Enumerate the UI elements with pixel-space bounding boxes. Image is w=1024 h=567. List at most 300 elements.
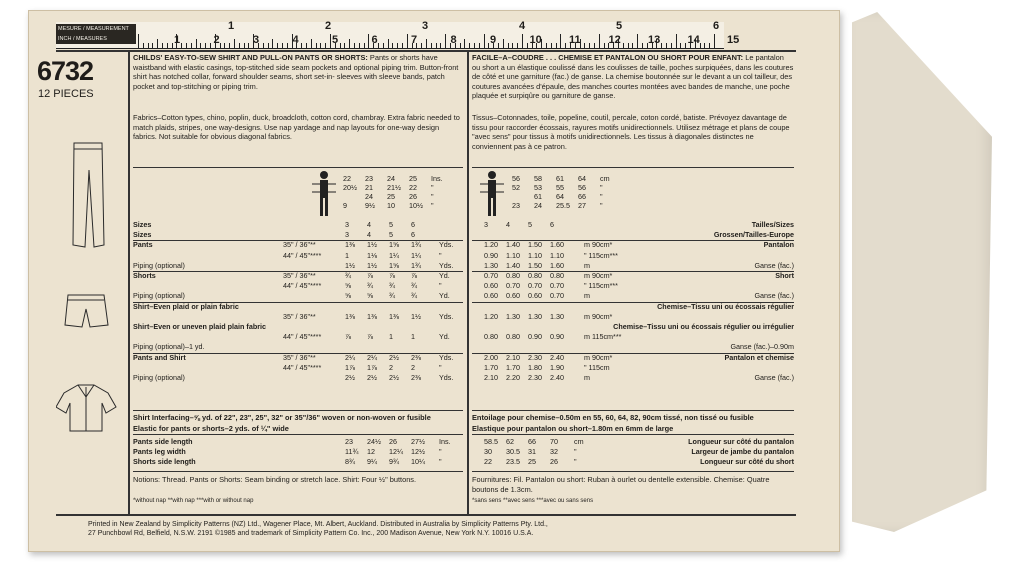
ruler-tick <box>546 43 547 48</box>
length-value: 24½ <box>367 437 381 446</box>
printer-footer: Printed in New Zealand by Simplicity Patterns (NZ) Ltd., Wagener Place, Mt. Albert, Auckland. Distributed in Australia by Simplicity Patterns Pty. Ltd., 27 Punchbowl Rd, Belfield, N.S.W. 2191 ©1985 and trademark of Simplicity Pattern Co. Inc., 200 Madison Avenue, New York N.Y. 10016 U.S.A. <box>88 521 548 537</box>
row-fabric-width: m 90cm* <box>584 271 613 280</box>
row-value: 0.80 <box>506 332 520 342</box>
table-row <box>472 342 794 351</box>
row-label: Sizes <box>133 230 152 240</box>
row-label: Ganse (fac.) <box>754 373 794 382</box>
body-measure-value: 64 <box>556 192 564 201</box>
ruler-cm-mark: 1 <box>174 34 181 46</box>
body-measure-value: 25 <box>409 174 417 183</box>
row-value: 2.40 <box>550 373 564 382</box>
row-value: 0.90 <box>484 250 498 260</box>
en-elastic: Elastic for pants or shorts–2 yds. of ¼" wide <box>133 424 289 433</box>
ruler-tick <box>551 43 552 48</box>
row-value: ¾ <box>345 271 351 280</box>
table-row <box>133 281 463 290</box>
body-measure-value: 56 <box>578 183 586 192</box>
ruler-tick <box>469 43 470 48</box>
table-row <box>133 302 463 311</box>
length-value: 12 <box>367 447 375 456</box>
ruler-cm-mark: 2 <box>213 34 220 46</box>
frame-rule <box>56 514 796 516</box>
row-value: 4 <box>367 220 371 229</box>
table-row <box>472 363 794 372</box>
row-value: 4 <box>367 230 371 240</box>
frame-rule <box>56 50 796 52</box>
ruler-tick <box>522 34 523 48</box>
row-value: 2.40 <box>550 352 564 362</box>
length-unit: Ins. <box>439 437 451 446</box>
length-row <box>133 437 463 446</box>
body-measure-value: 25.5 <box>556 201 570 210</box>
table-row <box>133 261 463 270</box>
ruler-tick <box>181 43 182 48</box>
ruler-tick <box>560 34 561 48</box>
ruler-tick <box>364 43 365 48</box>
length-label: Longueur sur côté du pantalon <box>688 437 794 446</box>
body-measure-value: 27 <box>578 201 586 210</box>
ruler-tick <box>282 43 283 48</box>
ruler-tick <box>224 43 225 48</box>
row-unit: " <box>439 281 442 291</box>
table-row <box>133 291 463 300</box>
ruler-tick <box>436 43 437 48</box>
row-value: 2⅜ <box>411 373 421 382</box>
row-fabric-width: 35" / 36"** <box>283 352 316 362</box>
row-unit: Yds. <box>439 373 454 382</box>
row-value: 6 <box>411 230 415 240</box>
row-value: 1 <box>411 332 415 342</box>
ruler-tick <box>709 43 710 48</box>
row-unit: Yds. <box>439 240 454 250</box>
ruler-tick <box>330 34 331 48</box>
body-measure-value: 66 <box>578 192 586 201</box>
ruler-tick <box>671 43 672 48</box>
row-label: Chemise–Tissu uni ou écossais régulier ou irrégulier <box>613 322 794 331</box>
row-value: 1¾ <box>411 260 421 270</box>
ruler-tick <box>354 43 355 48</box>
body-measure-value: 10 <box>387 201 395 210</box>
ruler-tick <box>272 39 273 48</box>
body-measure-value: 58 <box>534 174 542 183</box>
row-value: 1 <box>345 250 349 260</box>
row-value: 1⅞ <box>367 362 377 372</box>
row-value: 0.60 <box>484 291 498 301</box>
row-fabric-width: m 115cm*** <box>584 332 622 342</box>
row-value: 5 <box>389 220 393 229</box>
ruler-tick <box>172 43 173 48</box>
row-value: 1.90 <box>550 362 564 372</box>
ruler-tick <box>316 43 317 48</box>
ruler-tick <box>234 39 235 48</box>
en-notions: Notions: Thread. Pants or Shorts: Seam binding or stretch lace. Shirt: Four ½" buttons. <box>133 475 417 484</box>
length-row <box>133 457 463 466</box>
row-fabric-width: 44" / 45"**** <box>283 362 322 372</box>
ruler-tick <box>301 43 302 48</box>
row-value: 1.30 <box>506 311 520 321</box>
row-value: 1.10 <box>506 250 520 260</box>
table-row <box>133 312 463 321</box>
ruler-tick <box>306 43 307 48</box>
length-row <box>472 447 794 456</box>
ruler-inch-mark: 1 <box>228 20 235 32</box>
row-value: ⅞ <box>367 332 373 342</box>
length-row <box>133 447 463 456</box>
row-unit: Yd. <box>439 271 450 280</box>
row-value: 1⅝ <box>389 240 399 250</box>
table-row <box>472 271 794 280</box>
ruler-tick <box>383 43 384 48</box>
row-unit: Yds. <box>439 260 454 270</box>
row-value: 0.70 <box>550 281 564 291</box>
row-value: 2¼ <box>345 352 355 362</box>
row-value: ¾ <box>367 281 373 291</box>
row-value: 1.50 <box>528 240 542 250</box>
fr-nap-note: *sans sens **avec sens ***avec ou sans sens <box>472 498 594 504</box>
body-measure-value: 9 <box>343 201 347 210</box>
table-row <box>472 220 794 229</box>
row-fabric-width: m <box>584 291 590 301</box>
ruler-tick <box>503 39 504 48</box>
fr-elastic: Elastique pour pantalon ou short–1.80m en 6mm de large <box>472 424 674 433</box>
ruler-inch-mark: 2 <box>325 20 332 32</box>
row-value: 1.20 <box>484 311 498 321</box>
body-measure-value: 24 <box>534 201 542 210</box>
fr-interfacing: Entoilage pour chemise–0.50m en 55, 60, 64, 82, 90cm tissé, non tissé ou fusible <box>472 413 754 422</box>
fr-description: FACILE–A–COUDRE . . . CHEMISE ET PANTALON OU SHORT POUR ENFANT: Le pantalon ou short a un élastique coulissé dans les coulisses de taille, poches surpiquées, dans les coutures de côté et une garniture (fac.) de ganse. La chemise boutonnée sur le devant a un col tailleur, des coutures avancées d'épaule, des manches courtes montées avec bandes de manche, une poche plaquée et surpiqûre ou garniture de ganse. <box>472 53 794 100</box>
ruler-tick <box>311 39 312 48</box>
body-measure-value: 52 <box>512 183 520 192</box>
ruler-tick <box>244 43 245 48</box>
body-measure-value: 61 <box>534 192 542 201</box>
body-measure-value: 25 <box>387 192 395 201</box>
body-measure-value: 22 <box>409 183 417 192</box>
ruler-tick <box>642 43 643 48</box>
length-value: 23 <box>345 437 353 446</box>
section-divider <box>133 434 463 435</box>
ruler-tick <box>388 39 389 48</box>
ruler-tick <box>680 43 681 48</box>
table-row <box>133 332 463 341</box>
ruler-tick <box>431 43 432 48</box>
length-value: 27½ <box>411 437 425 446</box>
en-fabrics: Fabrics–Cotton types, chino, poplin, duck, broadcloth, cotton cord, chambray. Extra fabric needed to match plaids, stripes, one way-designs. Use nap yardage and nap layouts for one-way design fabrics. Not suitable for obvious diagonal fabrics. <box>133 113 460 141</box>
row-label: Shirt–Even plaid or plain fabric <box>133 301 239 311</box>
row-value: 1½ <box>367 240 377 250</box>
row-value: ¾ <box>411 281 417 291</box>
body-measure-value: 23 <box>512 201 520 210</box>
row-value: 3 <box>484 220 488 229</box>
ruler-tick <box>632 43 633 48</box>
table-row <box>472 281 794 290</box>
row-value: 0.80 <box>550 271 564 280</box>
row-value: 1⅛ <box>367 250 377 260</box>
en-interfacing: Shirt Interfacing–⅝ yd. of 22", 23", 25", 32" or 35"/36" woven or non-woven or fusible <box>133 413 431 422</box>
row-label: Short <box>775 271 794 280</box>
ruler-tick <box>517 43 518 48</box>
section-divider <box>133 167 463 168</box>
row-label: Piping (optional) <box>133 260 185 270</box>
row-value: 1.60 <box>550 240 564 250</box>
ruler-cm-mark: 13 <box>648 34 661 46</box>
measurement-ruler <box>56 20 740 49</box>
body-measure-value: " <box>600 192 603 201</box>
row-value: ⅝ <box>345 281 351 291</box>
row-value: 2½ <box>345 373 355 382</box>
row-value: 1.30 <box>528 311 542 321</box>
row-value: ¾ <box>389 291 395 301</box>
length-value: 26 <box>550 457 558 466</box>
fr-fabrics: Tissus–Cotonnades, toile, popeline, coutil, percale, coton cordé, batiste. Prévoyez davantage de tissu pour raccorder écossais, rayures motifs unidirectionnels. Utilisez métrage et plans de coupe "avec sens" pour tissus à motifs unidirectionnels. Les tissus à diagonales distinctes ne conviennent pas à ce patron. <box>472 113 790 151</box>
ruler-tick <box>440 43 441 48</box>
row-value: 0.70 <box>484 271 498 280</box>
body-measure-value: " <box>431 192 434 201</box>
body-measure-value: " <box>600 183 603 192</box>
ruler-cm-mark: 4 <box>292 34 299 46</box>
row-value: 4 <box>506 220 510 229</box>
row-value: 2⅜ <box>411 352 421 362</box>
row-value: 2½ <box>389 373 399 382</box>
row-value: ¾ <box>411 291 417 301</box>
row-value: 3 <box>345 220 349 229</box>
ruler-tick <box>143 43 144 48</box>
table-row <box>472 251 794 260</box>
row-value: ⅝ <box>367 291 373 301</box>
ruler-tick <box>599 34 600 48</box>
table-row <box>472 332 794 341</box>
row-value: 1½ <box>367 260 377 270</box>
row-value: 1.10 <box>550 250 564 260</box>
row-value: 0.60 <box>484 281 498 291</box>
row-unit: " <box>439 250 442 260</box>
ruler-tick <box>604 43 605 48</box>
row-value: 2.20 <box>506 373 520 382</box>
length-value: 30 <box>484 447 492 456</box>
row-value: 1.70 <box>484 362 498 372</box>
row-value: 2.30 <box>528 352 542 362</box>
length-value: 30.5 <box>506 447 520 456</box>
table-row <box>133 322 463 331</box>
ruler-tick <box>714 34 715 48</box>
ruler-tick <box>220 43 221 48</box>
row-value: 5 <box>389 230 393 240</box>
section-divider <box>472 434 794 435</box>
row-fabric-width: m <box>584 260 590 270</box>
row-value: 1⅝ <box>389 260 399 270</box>
ruler-tick <box>378 43 379 48</box>
body-measure-value: 24 <box>365 192 373 201</box>
row-value: 1.70 <box>506 362 520 372</box>
ruler-cm-mark: 3 <box>253 34 260 46</box>
ruler-tick <box>464 39 465 48</box>
ruler-tick <box>200 43 201 48</box>
ruler-tick <box>594 43 595 48</box>
ruler-tick <box>474 43 475 48</box>
ruler-cm-mark: 11 <box>569 34 581 46</box>
ruler-tick <box>349 39 350 48</box>
row-unit: Yds. <box>439 352 454 362</box>
length-unit: " <box>439 447 442 456</box>
length-value: 62 <box>506 437 514 446</box>
body-measure-value: 10½ <box>409 201 423 210</box>
ruler-tick <box>205 43 206 48</box>
row-fabric-width: 35" / 36"** <box>283 271 316 280</box>
ruler-cm-mark: 7 <box>411 34 418 46</box>
row-value: 0.90 <box>550 332 564 342</box>
row-fabric-width: " 115cm*** <box>584 250 618 260</box>
ruler-tick <box>407 34 408 48</box>
body-measure-value: cm <box>600 174 610 183</box>
row-value: 2.10 <box>506 352 520 362</box>
row-value: 1⅜ <box>345 311 355 321</box>
ruler-tick <box>186 43 187 48</box>
row-unit: Yd. <box>439 332 450 342</box>
length-value: 10¼ <box>411 457 425 466</box>
table-row <box>472 312 794 321</box>
row-value: 2½ <box>367 373 377 382</box>
body-measure-value: 20½ <box>343 183 357 192</box>
length-label: Shorts side length <box>133 457 196 466</box>
row-value: 6 <box>411 220 415 229</box>
ruler-tick <box>167 43 168 48</box>
ruler-cm-mark: 5 <box>332 34 339 46</box>
row-value: 1½ <box>345 260 355 270</box>
body-measure-value: 22 <box>343 174 351 183</box>
body-measure-value: 9½ <box>365 201 375 210</box>
row-value: ⅞ <box>367 271 373 280</box>
row-label: Pants <box>133 240 153 250</box>
row-value: 1⅜ <box>367 311 377 321</box>
table-row <box>133 240 463 249</box>
row-value: 0.80 <box>484 332 498 342</box>
row-fabric-width: 35" / 36"** <box>283 240 316 250</box>
row-value: 2 <box>411 362 415 372</box>
ruler-tick <box>666 43 667 48</box>
length-value: 66 <box>528 437 536 446</box>
length-value: 25 <box>528 457 536 466</box>
row-value: 0.80 <box>528 271 542 280</box>
ruler-tick <box>359 43 360 48</box>
length-unit: " <box>574 457 577 466</box>
body-measure-value: 55 <box>556 183 564 192</box>
ruler-tick <box>460 43 461 48</box>
ruler-tick <box>421 43 422 48</box>
row-value: 1.30 <box>484 260 498 270</box>
row-value: 3 <box>345 230 349 240</box>
ruler-tick <box>152 43 153 48</box>
row-label: Ganse (fac.)–0.90m <box>730 342 794 352</box>
divider-left <box>128 52 130 514</box>
row-unit: Yd. <box>439 291 450 301</box>
table-row <box>133 271 463 280</box>
row-fabric-width: 44" / 45"**** <box>283 281 322 291</box>
length-label: Longueur sur côté du short <box>700 457 794 466</box>
ruler-tick <box>277 43 278 48</box>
ruler-tick <box>623 43 624 48</box>
section-divider <box>133 410 463 411</box>
ruler-tick <box>148 43 149 48</box>
row-value: 6 <box>550 220 554 229</box>
row-value: ⅞ <box>389 271 395 280</box>
row-label: Ganse (fac.) <box>754 291 794 301</box>
ruler-tick <box>704 43 705 48</box>
row-label: Shirt–Even or uneven plaid plain fabric <box>133 322 267 331</box>
row-value: 1.40 <box>506 240 520 250</box>
row-value: ⅞ <box>411 271 417 280</box>
ruler-tick <box>263 43 264 48</box>
length-value: 8¾ <box>345 457 355 466</box>
ruler-tick <box>340 43 341 48</box>
ruler-tick <box>368 34 369 48</box>
row-value: 1.20 <box>484 240 498 250</box>
table-row <box>133 230 463 239</box>
ruler-tick <box>498 43 499 48</box>
section-divider <box>472 471 794 472</box>
shirt-sketch <box>56 385 116 431</box>
row-value: ⅝ <box>345 291 351 301</box>
row-fabric-width: " 115cm*** <box>584 281 618 291</box>
table-row <box>472 291 794 300</box>
body-measure-value: 26 <box>409 192 417 201</box>
ruler-cm-mark: 6 <box>371 34 378 46</box>
ruler-tick <box>426 39 427 48</box>
ruler-cm-mark: 14 <box>687 34 700 46</box>
length-value: 9¾ <box>389 457 399 466</box>
row-label: Chemise–Tissu uni ou écossais régulier <box>657 301 794 311</box>
row-value: 0.70 <box>506 281 520 291</box>
en-nap-note: *without nap **with nap ***with or without nap <box>133 498 254 504</box>
body-measure-value: 56 <box>512 174 520 183</box>
section-divider <box>472 167 794 168</box>
ruler-tick <box>239 43 240 48</box>
ruler-tick <box>512 43 513 48</box>
length-value: 32 <box>550 447 558 456</box>
ruler-tick <box>661 43 662 48</box>
ruler-inch-mark: 6 <box>713 20 720 32</box>
ruler-tick <box>287 43 288 48</box>
length-unit: cm <box>574 437 584 446</box>
ruler-tick <box>565 43 566 48</box>
length-row <box>472 457 794 466</box>
row-unit: " <box>439 362 442 372</box>
ruler-tick <box>479 43 480 48</box>
shorts-sketch <box>65 295 108 327</box>
row-value: 1.10 <box>528 250 542 260</box>
length-value: 23.5 <box>506 457 520 466</box>
length-unit: " <box>439 457 442 466</box>
row-value: 2¼ <box>367 352 377 362</box>
table-row <box>472 322 794 331</box>
row-fabric-width: m <box>584 373 590 382</box>
row-label: Shorts <box>133 271 156 280</box>
length-label: Largeur de jambe du pantalon <box>691 447 794 456</box>
length-value: 22 <box>484 457 492 466</box>
row-value: 2 <box>389 362 393 372</box>
ruler-tick <box>584 43 585 48</box>
body-measure-value: 21½ <box>387 183 401 192</box>
length-label: Pants side length <box>133 437 193 446</box>
fr-notions: Fournitures: Fil. Pantalon ou short: Ruban à ourlet ou dentelle extensible. Chemise: Quatre boutons de 1.3cm. <box>472 475 770 494</box>
row-value: 5 <box>528 220 532 229</box>
row-label: Tailles/Sizes <box>751 220 794 229</box>
row-value: 1.60 <box>550 260 564 270</box>
row-fabric-width: 44" / 45"**** <box>283 250 322 260</box>
ruler-inch-mark: 5 <box>616 20 623 32</box>
row-fabric-width: 35" / 36"** <box>283 311 316 321</box>
row-label: Pants and Shirt <box>133 352 186 362</box>
length-label: Pants leg width <box>133 447 186 456</box>
body-measure-value: Ins. <box>431 174 443 183</box>
